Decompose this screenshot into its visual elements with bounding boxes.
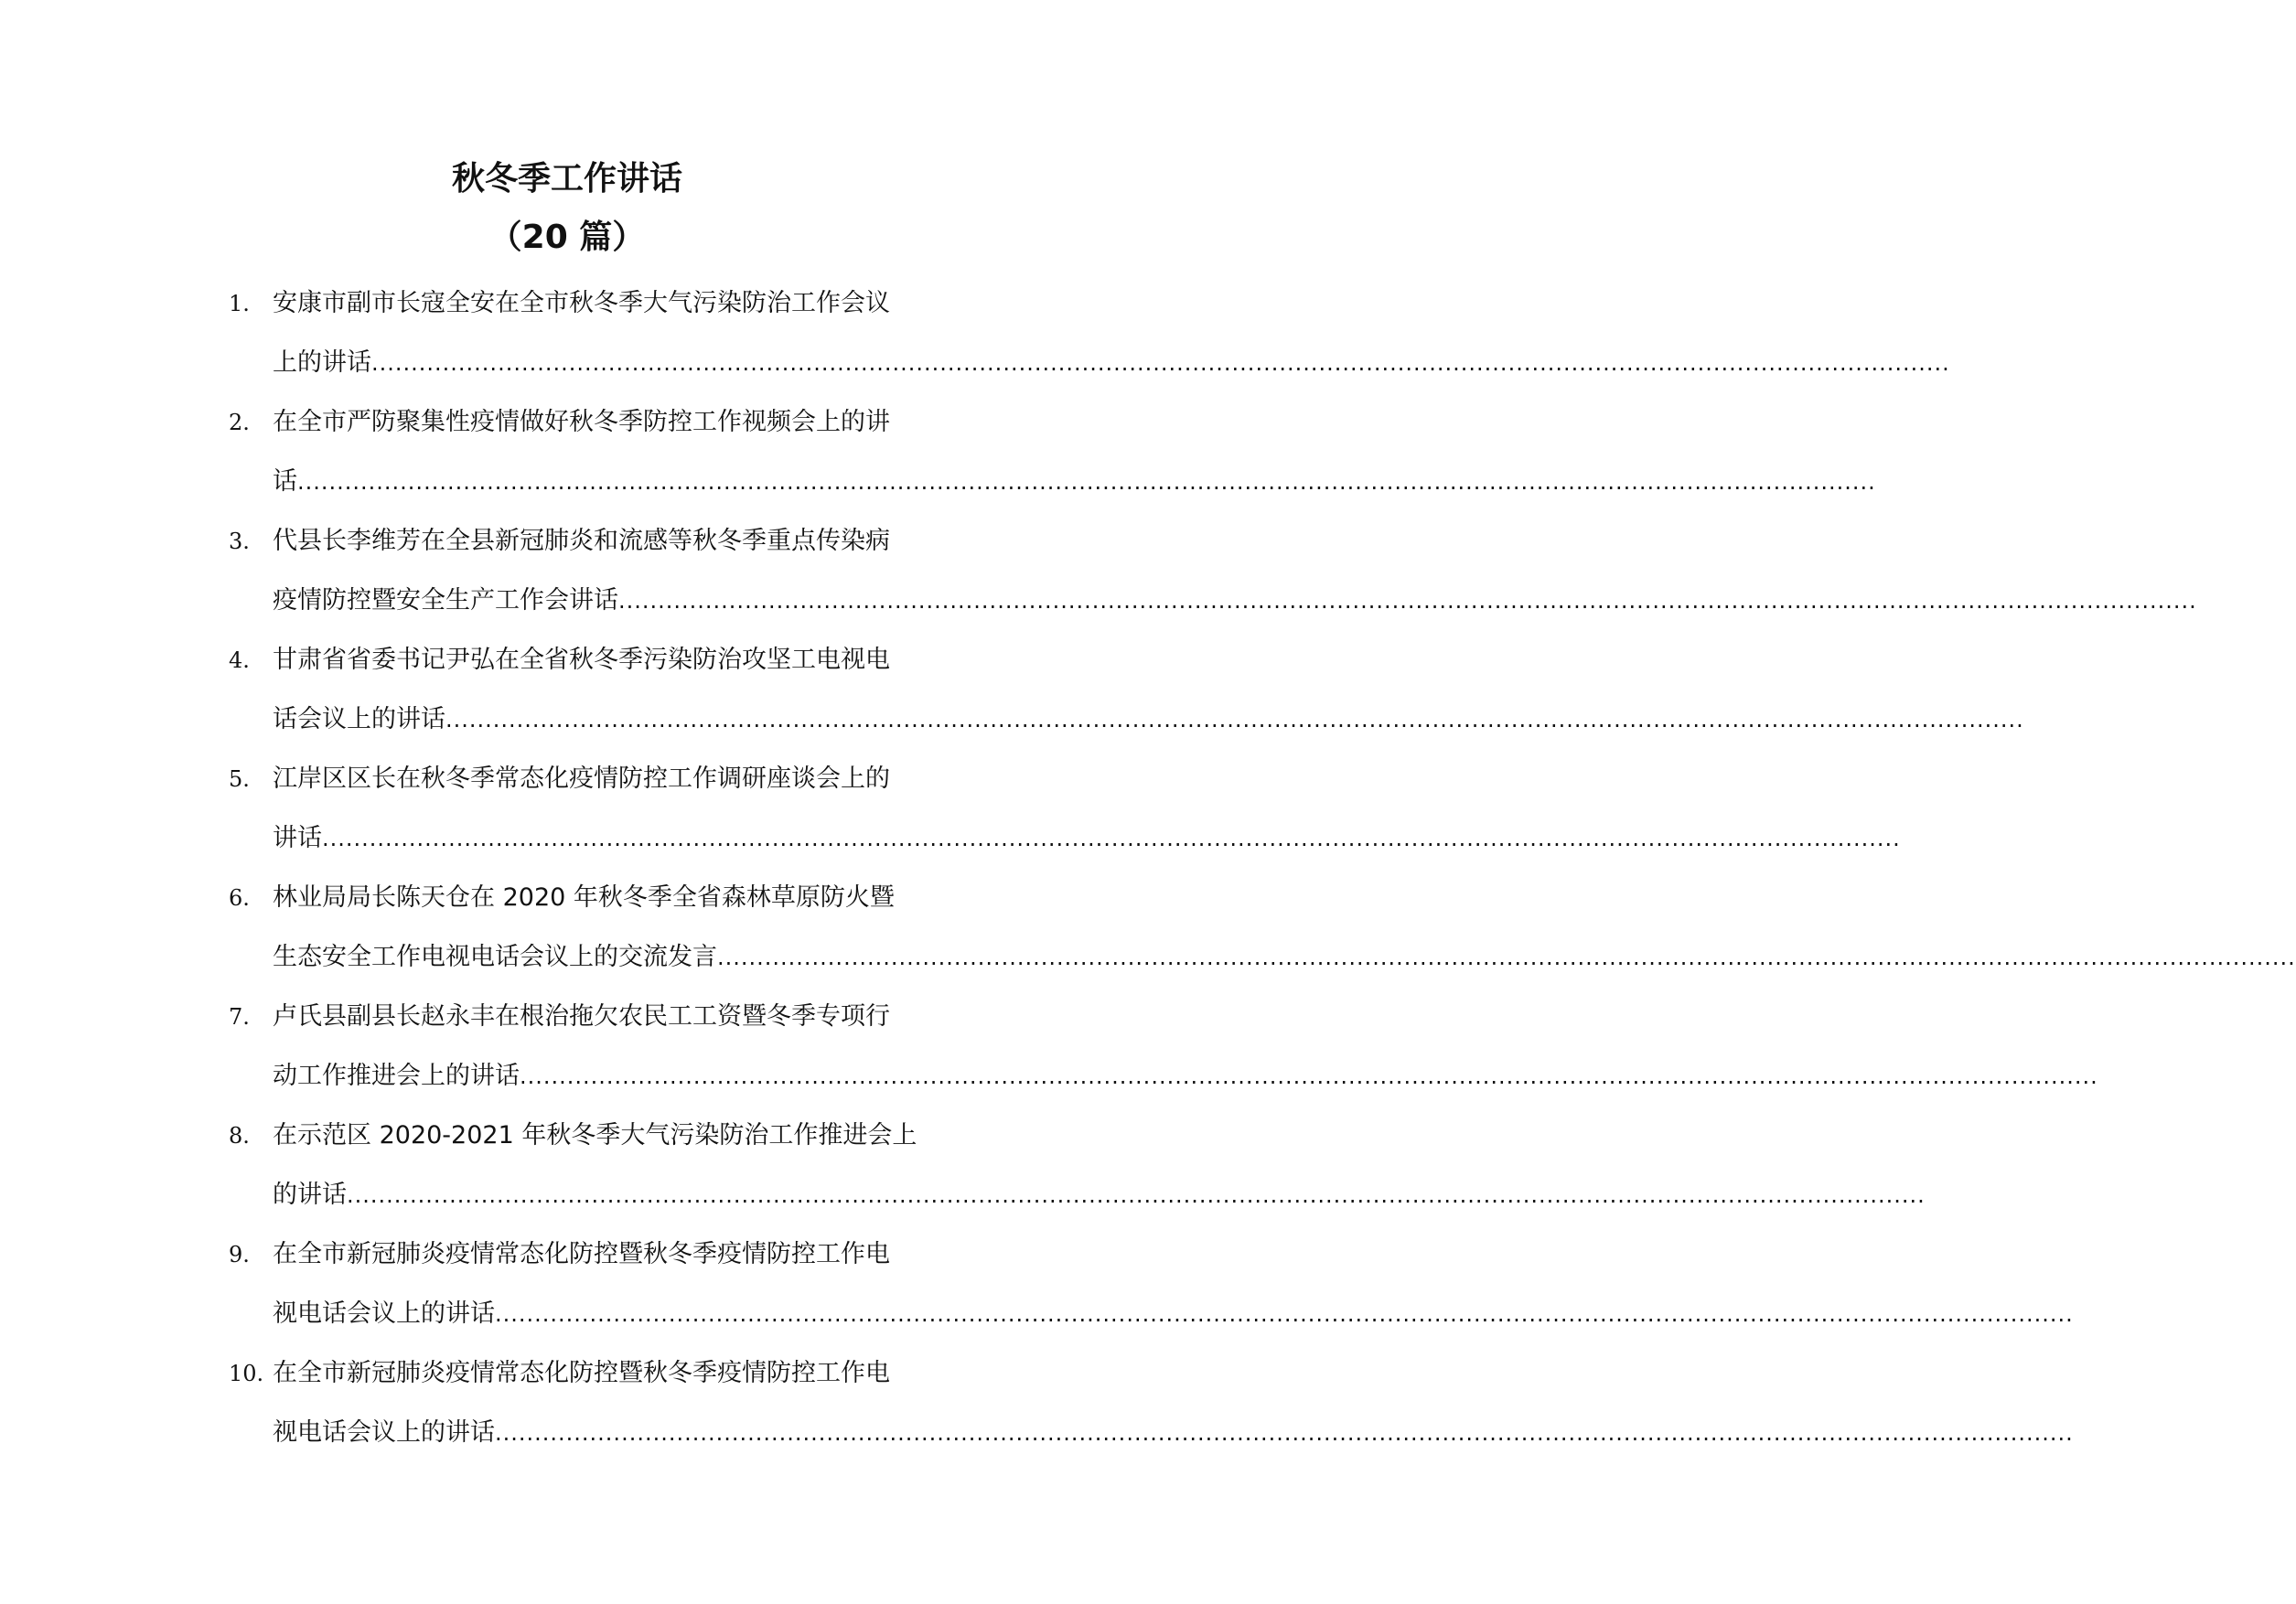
toc-title-tail: 讲话	[273, 824, 322, 852]
toc-title-line-2	[273, 345, 1950, 381]
toc-title-line-1: 林业局局长陈天仓在 2020 年秋冬季全省森林草原防火暨	[273, 883, 895, 912]
toc-item[interactable]	[229, 872, 2296, 991]
toc-item[interactable]	[229, 991, 2098, 1110]
toc-title-line-2	[273, 583, 2197, 619]
toc-title-line-2	[273, 464, 1876, 500]
toc-title-tail: 视电话会议上的讲话	[273, 1299, 495, 1328]
toc-title-line-1: 在全市新冠肺炎疫情常态化防控暨秋冬季疫情防控工作电	[273, 1240, 890, 1268]
toc-item[interactable]	[229, 635, 2024, 754]
toc-number: 5.	[229, 766, 250, 792]
toc-title-line-1: 卢氏县副县长赵永丰在根治拖欠农民工工资暨冬季专项行	[273, 1002, 890, 1031]
toc-title-tail: 视电话会议上的讲话	[273, 1418, 495, 1447]
toc-item[interactable]	[229, 1110, 1926, 1229]
toc-title-line-2	[273, 1058, 2098, 1095]
toc-title-line-1: 代县长李维芳在全县新冠肺炎和流感等秋冬季重点传染病	[273, 527, 890, 555]
toc-number: 2.	[229, 410, 250, 435]
toc-title-line-1: 江岸区区长在秋冬季常态化疫情防控工作调研座谈会上的	[273, 765, 890, 793]
toc-title-line-1: 在全市严防聚集性疫情做好秋冬季防控工作视频会上的讲	[273, 408, 890, 436]
toc-title-line-2	[273, 1296, 2074, 1332]
dot-leader: ........................................................................................................................................................................................................	[445, 707, 2024, 732]
toc-item[interactable]	[229, 397, 1876, 516]
toc-title-line-2	[273, 701, 2024, 738]
toc-title-tail: 生态安全工作电视电话会议上的交流发言	[273, 943, 717, 971]
dot-leader: ........................................................................................................................................................................................................	[618, 588, 2197, 614]
toc-title-line-1: 安康市副市长寇全安在全市秋冬季大气污染防治工作会议	[273, 289, 890, 317]
toc-number: 8.	[229, 1123, 250, 1149]
toc-item[interactable]	[229, 1348, 2074, 1467]
dot-leader: ........................................................................................................................................................................................................	[297, 469, 1876, 495]
dot-leader: ........................................................................................................................................................................................................	[495, 1420, 2074, 1446]
toc-number: 9.	[229, 1242, 250, 1267]
toc-title-tail: 话	[273, 467, 297, 496]
toc-number: 6.	[229, 885, 250, 911]
toc-number: 1.	[229, 291, 250, 316]
dot-leader: ........................................................................................................................................................................................................	[717, 945, 2296, 970]
toc-title-line-2	[273, 939, 2296, 976]
dot-leader: ........................................................................................................................................................................................................	[322, 826, 1901, 851]
toc-number: 7.	[229, 1004, 250, 1030]
toc-title-tail: 动工作推进会上的讲话	[273, 1062, 520, 1090]
toc-title-line-2	[273, 1177, 1926, 1214]
toc-title-line-1: 甘肃省省委书记尹弘在全省秋冬季污染防治攻坚工电视电	[273, 646, 890, 674]
toc-number: 4.	[229, 647, 250, 673]
toc-item[interactable]	[229, 278, 1950, 397]
table-of-contents	[229, 278, 2296, 1467]
toc-title-tail: 上的讲话	[273, 348, 371, 377]
document-subtitle: （20 篇）	[488, 219, 646, 256]
toc-title-line-1: 在示范区 2020-2021 年秋冬季大气污染防治工作推进会上	[273, 1121, 917, 1150]
toc-title-tail: 的讲话	[273, 1181, 347, 1209]
toc-item[interactable]	[229, 1229, 2074, 1348]
toc-title-line-2	[273, 820, 1901, 857]
toc-item[interactable]	[229, 516, 2197, 635]
dot-leader: ........................................................................................................................................................................................................	[495, 1301, 2074, 1327]
toc-title-tail: 疫情防控暨安全生产工作会讲话	[273, 586, 618, 615]
dot-leader: ........................................................................................................................................................................................................	[520, 1064, 2098, 1089]
toc-item[interactable]	[229, 754, 1901, 872]
toc-title-line-1: 在全市新冠肺炎疫情常态化防控暨秋冬季疫情防控工作电	[273, 1359, 890, 1387]
toc-number: 3.	[229, 529, 250, 554]
toc-title-tail: 话会议上的讲话	[273, 705, 445, 733]
toc-number: 10.	[229, 1361, 264, 1386]
dot-leader: ........................................................................................................................................................................................................	[371, 350, 1950, 376]
document-title: 秋冬季工作讲话	[451, 160, 682, 198]
toc-title-line-2	[273, 1415, 2074, 1451]
dot-leader: ........................................................................................................................................................................................................	[347, 1182, 1926, 1208]
